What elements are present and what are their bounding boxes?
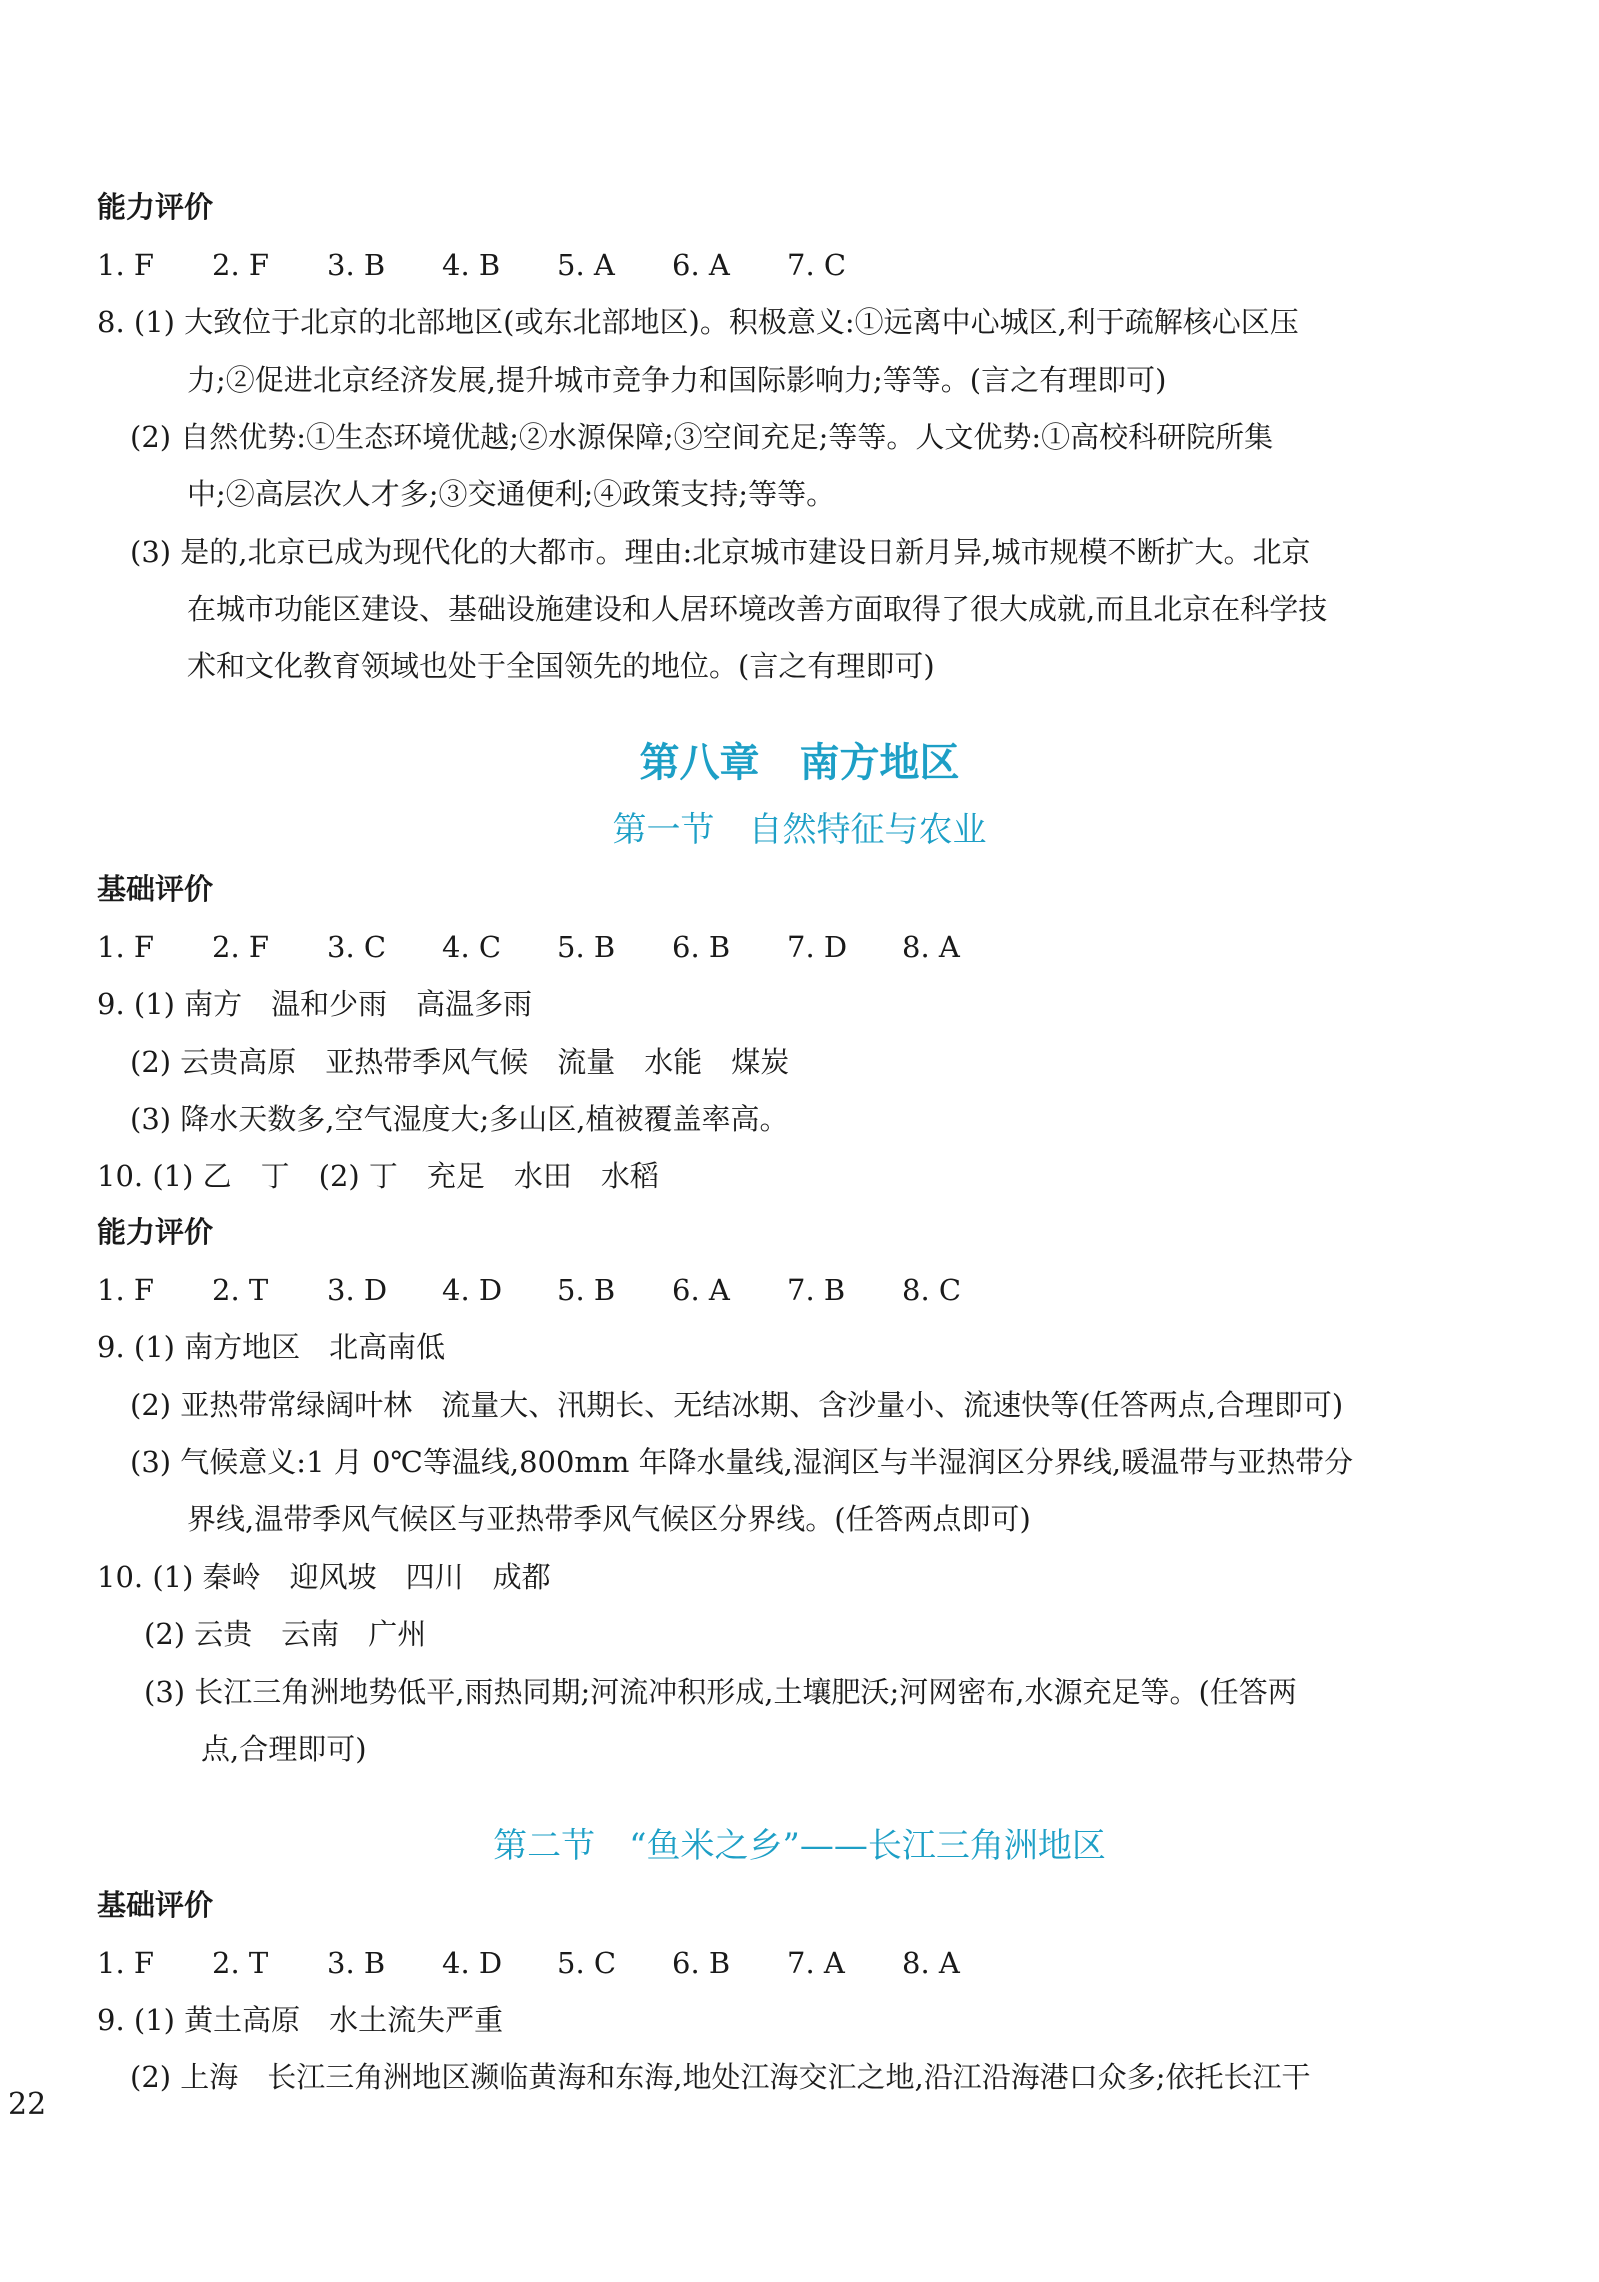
section-title: 第一节 自然特征与农业	[612, 810, 987, 850]
answer-item: 1. F	[97, 930, 155, 964]
section-heading: 基础评价	[97, 872, 214, 906]
section-heading: 能力评价	[97, 1215, 214, 1249]
answer-line: (2) 云贵 云南 广州	[144, 1617, 427, 1651]
answer-item: 6. A	[672, 248, 730, 282]
answer-line: 10. (1) 秦岭 迎风坡 四川 成都	[97, 1560, 551, 1594]
answer-item: 7. A	[787, 1946, 845, 1980]
answer-line: (3) 是的,北京已成为现代化的大都市。理由:北京城市建设日新月异,城市规模不断扩大。北京	[130, 535, 1311, 569]
answer-item: 4. C	[442, 930, 502, 964]
answer-line: 界线,温带季风气候区与亚热带季风气候区分界线。(任答两点即可)	[187, 1502, 1031, 1536]
answer-line: 8. (1) 大致位于北京的北部地区(或东北部地区)。积极意义:①远离中心城区,利于疏解核心区压	[97, 305, 1299, 339]
answer-line: 中;②高层次人才多;③交通便利;④政策支持;等等。	[187, 477, 836, 511]
answer-item: 8. A	[902, 930, 960, 964]
answer-item: 4. D	[442, 1946, 503, 1980]
answer-line: 力;②促进北京经济发展,提升城市竞争力和国际影响力;等等。(言之有理即可)	[187, 363, 1167, 397]
answer-line: (3) 降水天数多,空气湿度大;多山区,植被覆盖率高。	[130, 1102, 789, 1136]
answer-item: 4. B	[442, 248, 501, 282]
section-heading: 能力评价	[97, 190, 214, 224]
answer-line: (3) 气候意义:1 月 0℃等温线,800mm 年降水量线,湿润区与半湿润区分界线,暖温带与亚热带分	[130, 1445, 1354, 1479]
answer-item: 1. F	[97, 248, 155, 282]
answer-line: (2) 自然优势:①生态环境优越;②水源保障;③空间充足;等等。人文优势:①高校科研院所集	[130, 420, 1274, 454]
answer-item: 3. C	[327, 930, 387, 964]
answer-line: (2) 云贵高原 亚热带季风气候 流量 水能 煤炭	[130, 1045, 790, 1079]
multiple-choice-answers	[97, 1943, 1017, 1983]
multiple-choice-answers	[97, 245, 902, 285]
answer-item: 1. F	[97, 1946, 155, 1980]
answer-line: 9. (1) 南方 温和少雨 高温多雨	[97, 987, 533, 1021]
answer-line: 9. (1) 南方地区 北高南低	[97, 1330, 446, 1364]
answer-item: 5. B	[557, 1273, 616, 1307]
answer-item: 2. T	[212, 1273, 269, 1307]
answer-line: 点,合理即可)	[201, 1732, 367, 1766]
answer-line: 在城市功能区建设、基础设施建设和人居环境改善方面取得了很大成就,而且北京在科学技	[187, 592, 1328, 626]
answer-item: 8. A	[902, 1946, 960, 1980]
answer-line: (2) 亚热带常绿阔叶林 流量大、汛期长、无结冰期、含沙量小、流速快等(任答两点,合理即可)	[130, 1388, 1344, 1422]
answer-item: 5. C	[557, 1946, 617, 1980]
answer-line: (3) 长江三角洲地势低平,雨热同期;河流冲积形成,土壤肥沃;河网密布,水源充足等。(任答两	[144, 1675, 1297, 1709]
answer-line: 10. (1) 乙 丁 (2) 丁 充足 水田 水稻	[97, 1159, 659, 1193]
answer-line: 术和文化教育领域也处于全国领先的地位。(言之有理即可)	[187, 649, 935, 683]
answer-item: 5. B	[557, 930, 616, 964]
section-title: 第二节 “鱼米之乡”——长江三角洲地区	[493, 1826, 1106, 1866]
answer-item: 3. B	[327, 1946, 386, 1980]
answer-item: 4. D	[442, 1273, 503, 1307]
answer-line: 9. (1) 黄土高原 水土流失严重	[97, 2003, 504, 2037]
answer-item: 6. A	[672, 1273, 730, 1307]
answer-item: 2. F	[212, 248, 270, 282]
answer-item: 2. T	[212, 1946, 269, 1980]
multiple-choice-answers	[97, 1270, 1017, 1310]
answer-item: 6. B	[672, 930, 731, 964]
answer-item: 1. F	[97, 1273, 155, 1307]
answer-item: 7. D	[787, 930, 848, 964]
answer-item: 2. F	[212, 930, 270, 964]
chapter-title: 第八章 南方地区	[639, 739, 960, 786]
answer-item: 6. B	[672, 1946, 731, 1980]
section-heading: 基础评价	[97, 1888, 214, 1922]
page-number: 22	[8, 2087, 47, 2122]
answer-item: 7. C	[787, 248, 847, 282]
multiple-choice-answers	[97, 927, 1017, 967]
answer-item: 3. B	[327, 248, 386, 282]
answer-item: 7. B	[787, 1273, 846, 1307]
answer-line: (2) 上海 长江三角洲地区濒临黄海和东海,地处江海交汇之地,沿江沿海港口众多;依托长江干	[130, 2060, 1311, 2094]
answer-item: 8. C	[902, 1273, 962, 1307]
answer-item: 3. D	[327, 1273, 388, 1307]
answer-item: 5. A	[557, 248, 615, 282]
